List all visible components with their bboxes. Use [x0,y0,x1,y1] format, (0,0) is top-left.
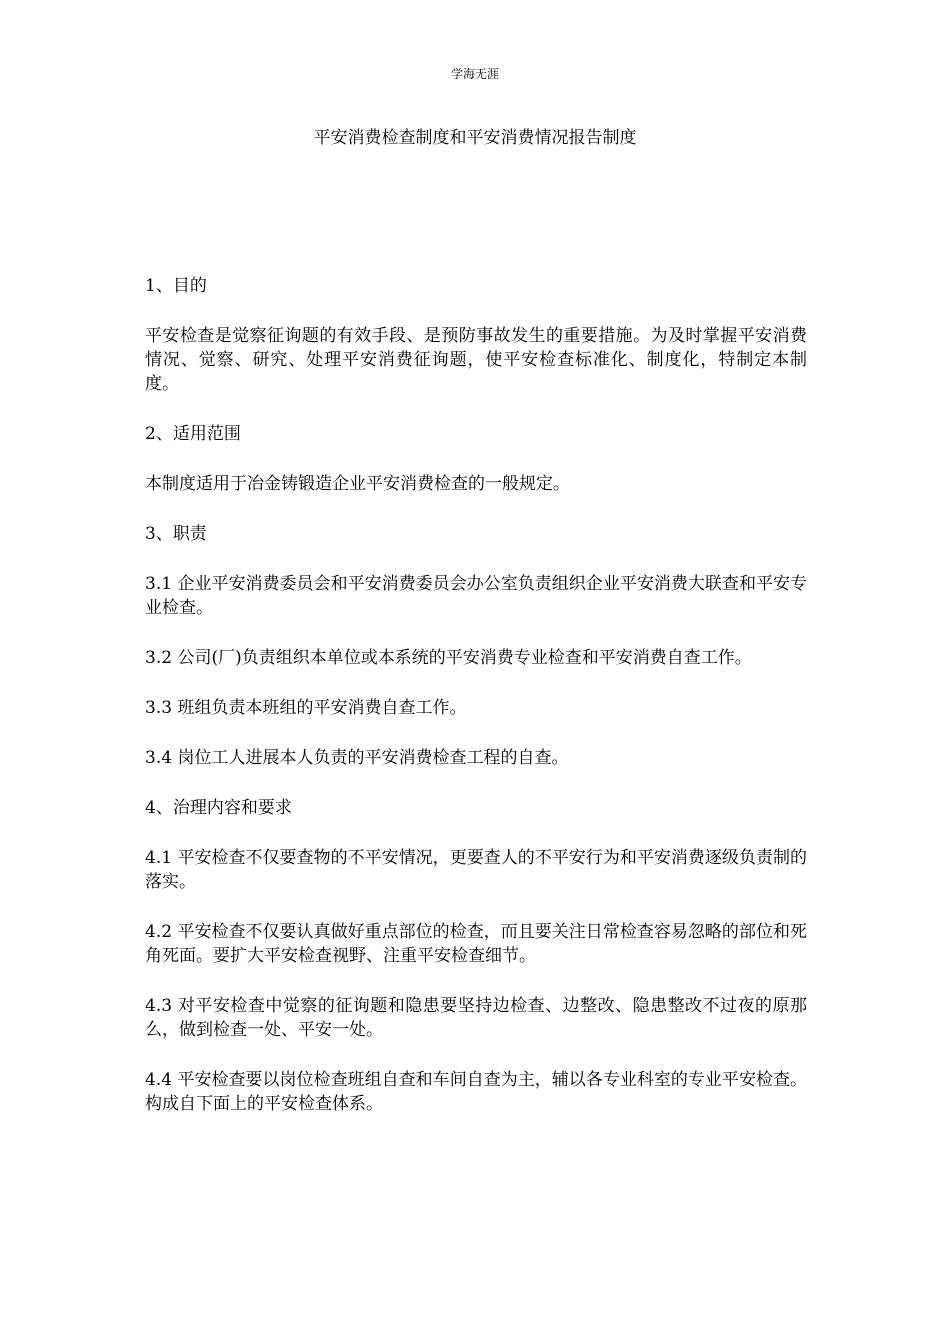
paragraph-duty-3-2: 3.2 公司(厂)负责组织本单位或本系统的平安消费专业检查和平安消费自查工作。 [145,648,752,668]
paragraph-requirement-4-1: 4.1 平安检查不仅要查物的不平安情况，更要查人的不平安行为和平安消费逐级负责制的落实。 [145,848,807,892]
paragraph-purpose: 平安检查是觉察征询题的有效手段、是预防事故发生的重要措施。为及时掌握平安消费情况、觉察、研究、处理平安消费征询题，使平安检查标准化、制度化，特制定本制度。 [145,326,807,394]
paragraph-requirement-4-2: 4.2 平安检查不仅要认真做好重点部位的检查，而且要关注日常检查容易忽略的部位和死角死面。要扩大平安检查视野、注重平安检查细节。 [145,922,807,966]
paragraph-duty-3-4: 3.4 岗位工人进展本人负责的平安消费检查工程的自查。 [145,748,569,768]
section-heading-scope: 2、适用范围 [145,424,241,444]
document-title: 平安消费检查制度和平安消费情况报告制度 [313,128,637,148]
paragraph-duty-3-3: 3.3 班组负责本班组的平安消费自查工作。 [145,698,467,718]
page-header: 学海无涯 [450,67,499,81]
section-heading-duties: 3、职责 [145,524,207,544]
paragraph-requirement-4-4: 4.4 平安检查要以岗位检查班组自查和车间自查为主，辅以各专业科室的专业平安检查。构成自下面上的平安检查体系。 [145,1070,807,1114]
document-body [145,274,807,1142]
section-heading-requirements: 4、治理内容和要求 [145,798,292,818]
section-heading-purpose: 1、目的 [145,276,207,296]
paragraph-scope: 本制度适用于冶金铸锻造企业平安消费检查的一般规定。 [145,474,570,494]
paragraph-duty-3-1: 3.1 企业平安消费委员会和平安消费委员会办公室负责组织企业平安消费大联查和平安专业检查。 [145,574,807,618]
paragraph-requirement-4-3: 4.3 对平安检查中觉察的征询题和隐患要坚持边检查、边整改、隐患整改不过夜的原那么，做到检查一处、平安一处。 [145,996,807,1040]
